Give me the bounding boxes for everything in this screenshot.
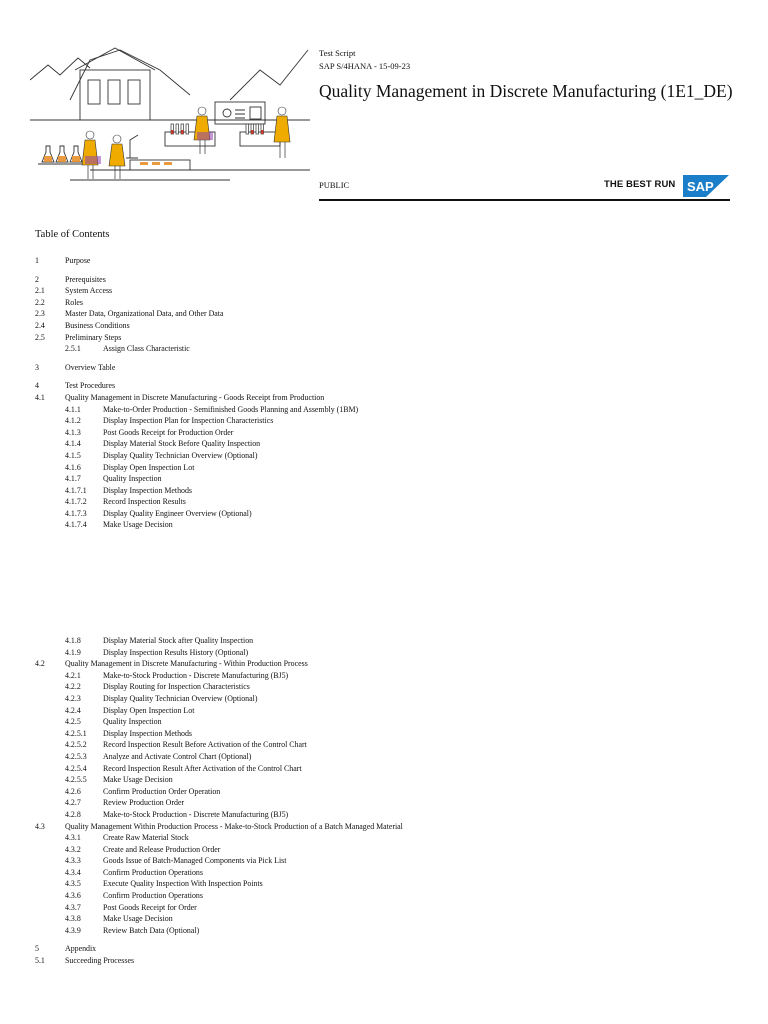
toc-entry-number: 5.1 — [35, 956, 45, 966]
toc-entry-title: Display Inspection Methods — [103, 485, 192, 495]
toc-entry[interactable] — [35, 943, 735, 955]
toc-entry[interactable] — [35, 473, 735, 485]
toc-entry[interactable] — [35, 832, 735, 844]
toc-entry[interactable] — [35, 255, 735, 267]
toc-entry-number: 4.1.3 — [65, 427, 81, 437]
toc-entry-title: Create Raw Material Stock — [103, 833, 189, 843]
cover-illustration — [30, 40, 310, 188]
toc-entry-number: 4.1.7.4 — [65, 520, 87, 530]
toc-entry-title: Post Goods Receipt for Production Order — [103, 427, 234, 437]
toc-entry-number: 4.1.7.1 — [65, 485, 87, 495]
toc-block-2 — [35, 635, 735, 967]
toc-entry-title: Display Open Inspection Lot — [103, 462, 195, 472]
toc-entry-number: 4.1.4 — [65, 439, 81, 449]
toc-entry-title: Analyze and Activate Control Chart (Optional) — [103, 751, 252, 761]
toc-entry-number: 4.3.2 — [65, 844, 81, 854]
toc-entry[interactable] — [35, 797, 735, 809]
tagline: THE BEST RUN — [604, 179, 676, 190]
toc-entry-title: Display Material Stock Before Quality Inspection — [103, 439, 261, 449]
toc-entry-number: 3 — [35, 362, 39, 372]
toc-entry-title: Record Inspection Result Before Activation of the Control Chart — [103, 740, 307, 750]
toc-entry[interactable] — [35, 821, 735, 833]
toc-entry-number: 4.1 — [35, 392, 45, 402]
toc-entry[interactable] — [35, 716, 735, 728]
toc-entry-number: 4.2.6 — [65, 786, 81, 796]
toc-entry-title: Display Inspection Results History (Optional) — [103, 647, 249, 657]
toc-entry-number: 4.2.1 — [65, 670, 81, 680]
toc-entry-title: Display Quality Technician Overview (Optional) — [103, 693, 258, 703]
toc-entry-number: 4.2.5.3 — [65, 751, 87, 761]
toc-entry[interactable] — [35, 809, 735, 821]
header-divider — [319, 199, 730, 201]
toc-entry-title: Overview Table — [65, 362, 116, 372]
toc-entry[interactable] — [35, 362, 735, 374]
toc-entry[interactable] — [35, 774, 735, 786]
toc-entry[interactable] — [35, 844, 735, 856]
document-title: Quality Management in Discrete Manufacturing (1E1_DE) — [319, 81, 733, 101]
toc-entry-title: Quality Management in Discrete Manufacturing - Goods Receipt from Production — [65, 392, 325, 402]
toc-entry-title: Make-to-Stock Production - Discrete Manufacturing (BJ5) — [103, 670, 289, 680]
toc-entry-number: 2.4 — [35, 320, 45, 330]
toc-entry[interactable] — [35, 308, 735, 320]
toc-entry[interactable] — [35, 890, 735, 902]
toc-entry-title: Quality Management Within Production Process - Make-to-Stock Production of a Batch Managed Material — [65, 821, 403, 831]
toc-entry-title: Make-to-Order Production - Semifinished Goods Planning and Assembly (1BM) — [103, 404, 359, 414]
toc-heading: Table of Contents — [35, 229, 110, 240]
toc-entry[interactable] — [35, 462, 735, 474]
toc-entry[interactable] — [35, 438, 735, 450]
toc-entry[interactable] — [35, 955, 735, 967]
toc-entry[interactable] — [35, 519, 735, 531]
toc-entry-number: 4.1.5 — [65, 450, 81, 460]
toc-spacer — [35, 373, 735, 380]
toc-entry-number: 2 — [35, 274, 39, 284]
toc-entry-number: 4.3.6 — [65, 891, 81, 901]
toc-entry[interactable] — [35, 285, 735, 297]
toc-entry-number: 2.5.1 — [65, 344, 81, 354]
toc-entry-title: Review Batch Data (Optional) — [103, 925, 200, 935]
toc-entry-number: 4.1.7.2 — [65, 497, 87, 507]
toc-entry-title: Make Usage Decision — [103, 775, 173, 785]
toc-entry-title: Prerequisites — [65, 274, 106, 284]
sap-logo — [683, 175, 729, 197]
toc-entry[interactable] — [35, 415, 735, 427]
toc-entry-title: Make Usage Decision — [103, 914, 173, 924]
toc-entry[interactable] — [35, 332, 735, 344]
toc-entry[interactable] — [35, 867, 735, 879]
toc-entry-title: System Access — [65, 286, 113, 296]
toc-entry[interactable] — [35, 913, 735, 925]
toc-entry[interactable] — [35, 297, 735, 309]
toc-entry-title: Display Inspection Plan for Inspection Characteristics — [103, 416, 274, 426]
toc-entry[interactable] — [35, 485, 735, 497]
toc-entry-number: 4.1.2 — [65, 416, 81, 426]
toc-entry-title: Quality Inspection — [103, 474, 162, 484]
toc-block-1 — [35, 255, 735, 531]
toc-entry[interactable] — [35, 705, 735, 717]
toc-entry[interactable] — [35, 404, 735, 416]
toc-entry-number: 4.2.5 — [65, 717, 81, 727]
toc-entry-title: Create and Release Production Order — [103, 844, 221, 854]
toc-entry[interactable] — [35, 380, 735, 392]
toc-entry-number: 4.2.2 — [65, 682, 81, 692]
toc-entry-title: Quality Management in Discrete Manufacturing - Within Production Process — [65, 659, 308, 669]
toc-entry[interactable] — [35, 763, 735, 775]
doc-type-label: Test Script — [319, 48, 356, 58]
svg-text:SAP: SAP — [687, 179, 714, 194]
toc-entry-number: 4.2.5.1 — [65, 728, 87, 738]
toc-entry-number: 4.2 — [35, 659, 45, 669]
toc-entry-number: 4.1.8 — [65, 636, 81, 645]
toc-entry-title: Assign Class Characteristic — [103, 344, 190, 354]
toc-entry-title: Roles — [65, 297, 83, 307]
toc-entry[interactable] — [35, 427, 735, 439]
toc-entry-number: 4.3.3 — [65, 856, 81, 866]
toc-entry-number: 4.2.8 — [65, 809, 81, 819]
toc-entry-number: 4.3.9 — [65, 925, 81, 935]
toc-entry-title: Record Inspection Result After Activation of the Control Chart — [103, 763, 302, 773]
toc-entry-number: 4.1.1 — [65, 404, 81, 414]
classification-label: PUBLIC — [319, 180, 350, 190]
toc-entry[interactable] — [35, 496, 735, 508]
toc-entry-number: 2.3 — [35, 309, 45, 319]
toc-entry[interactable] — [35, 786, 735, 798]
toc-spacer — [35, 936, 735, 943]
toc-entry-title: Post Goods Receipt for Order — [103, 902, 197, 912]
toc-entry-number: 4.3.1 — [65, 833, 81, 843]
toc-entry[interactable] — [35, 739, 735, 751]
toc-entry-number: 2.1 — [35, 286, 45, 296]
toc-entry-title: Confirm Production Operations — [103, 891, 203, 901]
toc-entry[interactable] — [35, 274, 735, 286]
toc-entry[interactable] — [35, 681, 735, 693]
toc-entry-title: Purpose — [65, 256, 91, 265]
toc-entry-number: 4.1.7 — [65, 474, 81, 484]
toc-entry-number: 4.1.7.3 — [65, 508, 87, 518]
toc-entry-title: Review Production Order — [103, 798, 185, 808]
toc-entry-title: Confirm Production Order Operation — [103, 786, 221, 796]
toc-entry[interactable] — [35, 635, 735, 647]
toc-entry-number: 4.2.5.5 — [65, 775, 87, 785]
toc-entry-title: Goods Issue of Batch-Managed Components via Pick List — [103, 856, 287, 866]
toc-entry-title: Test Procedures — [65, 381, 116, 391]
toc-entry-number: 2.5 — [35, 332, 45, 342]
toc-entry[interactable] — [35, 902, 735, 914]
toc-entry[interactable] — [35, 658, 735, 670]
toc-entry[interactable] — [35, 925, 735, 937]
toc-entry-number: 4.2.7 — [65, 798, 81, 808]
toc-entry-number: 4.3.8 — [65, 914, 81, 924]
toc-entry-title: Business Conditions — [65, 320, 130, 330]
toc-entry[interactable] — [35, 751, 735, 763]
toc-entry-number: 1 — [35, 256, 39, 265]
toc-entry-title: Master Data, Organizational Data, and Other Data — [65, 309, 224, 319]
toc-entry-title: Display Quality Engineer Overview (Optional) — [103, 508, 252, 518]
toc-entry[interactable] — [35, 508, 735, 520]
toc-entry-number: 4.2.5.4 — [65, 763, 87, 773]
toc-spacer — [35, 355, 735, 362]
toc-entry[interactable] — [35, 878, 735, 890]
toc-entry-title: Execute Quality Inspection With Inspection Points — [103, 879, 263, 889]
toc-entry-title: Record Inspection Results — [103, 497, 186, 507]
toc-entry-title: Display Inspection Methods — [103, 728, 192, 738]
toc-entry-number: 4.3.5 — [65, 879, 81, 889]
toc-entry-number: 4 — [35, 381, 39, 391]
toc-entry[interactable] — [35, 392, 735, 404]
toc-entry-title: Appendix — [65, 944, 97, 954]
toc-entry[interactable] — [35, 693, 735, 705]
toc-entry-title: Succeeding Processes — [65, 956, 135, 966]
toc-entry-title: Preliminary Steps — [65, 332, 122, 342]
toc-spacer — [35, 267, 735, 274]
toc-entry-title: Display Material Stock after Quality Inspection — [103, 636, 254, 645]
toc-entry-number: 4.1.6 — [65, 462, 81, 472]
toc-entry-title: Make-to-Stock Production - Discrete Manufacturing (BJ5) — [103, 809, 289, 819]
toc-entry-title: Display Quality Technician Overview (Optional) — [103, 450, 258, 460]
toc-entry-number: 4.2.3 — [65, 693, 81, 703]
toc-entry[interactable] — [35, 647, 735, 659]
toc-entry-number: 4.3 — [35, 821, 45, 831]
toc-entry[interactable] — [35, 450, 735, 462]
toc-entry-number: 2.2 — [35, 297, 45, 307]
toc-entry-title: Display Routing for Inspection Characteristics — [103, 682, 250, 692]
toc-entry-title: Display Open Inspection Lot — [103, 705, 195, 715]
toc-entry-title: Make Usage Decision — [103, 520, 173, 530]
toc-entry-number: 5 — [35, 944, 39, 954]
toc-entry-number: 4.2.4 — [65, 705, 81, 715]
toc-entry[interactable] — [35, 320, 735, 332]
toc-entry-number: 4.2.5.2 — [65, 740, 87, 750]
toc-entry-number: 4.3.4 — [65, 867, 81, 877]
version-label: SAP S/4HANA - 15-09-23 — [319, 61, 411, 71]
toc-entry-title: Confirm Production Operations — [103, 867, 203, 877]
toc-entry-number: 4.1.9 — [65, 647, 81, 657]
toc-entry-title: Quality Inspection — [103, 717, 162, 727]
toc-entry[interactable] — [35, 670, 735, 682]
toc-entry[interactable] — [35, 855, 735, 867]
toc-entry-number: 4.3.7 — [65, 902, 81, 912]
toc-entry[interactable] — [35, 728, 735, 740]
toc-entry[interactable] — [35, 343, 735, 355]
